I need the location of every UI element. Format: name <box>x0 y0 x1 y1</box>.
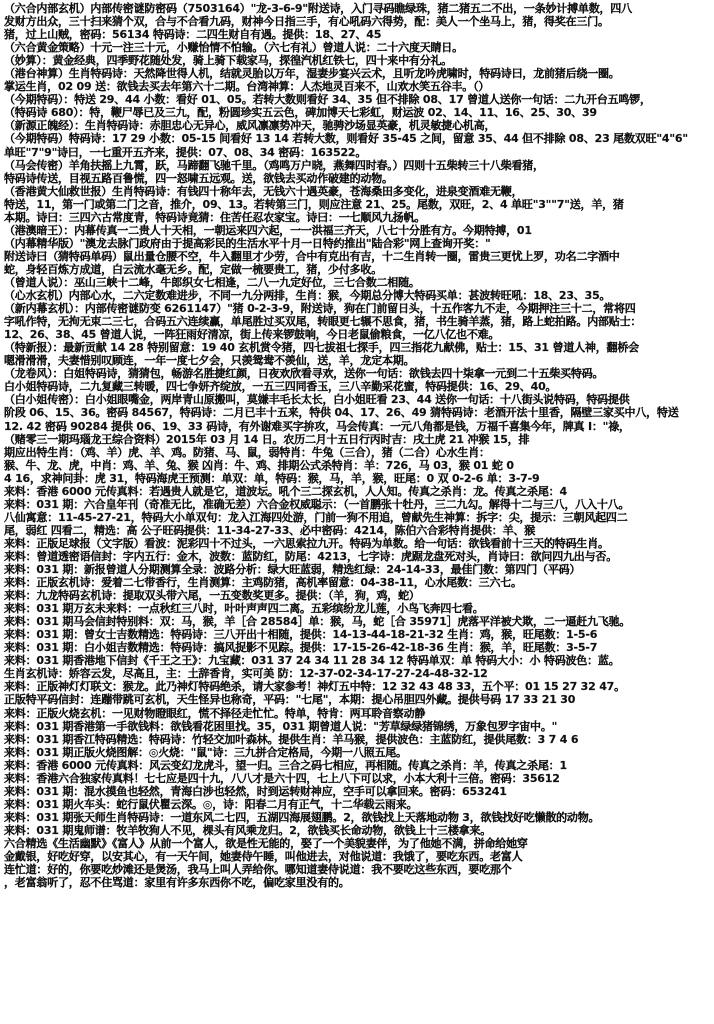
text-line: 阶段 06、15、36。密码 84567，特码诗：二月已丰十五来，特供 04、17、26、49 猜特码诗：老酒开法十里香，隔壁三家买中八，特送 <box>4 406 679 420</box>
text-line: 正版特平码信封：连蹦带跳可玄机，天生怪异也称奇，平码："七尾"，本期：提心吊胆四外藏。提供号码 17 33 21 30 <box>4 693 576 707</box>
text-line: 来料：031 期：白小姐吉数精选：特码诗：搞风捉影不见踪。提供：17-15-26-42-18-36 生肖：猴，羊，旺尾数：3-5-7 <box>4 641 598 655</box>
text-line: 附送诗曰（猜特码单码）鼠出量仓腰不空，牛入翻里才少劳，合中有克出有吉，十二生肖转一圈，雷贵三更忧上罗，功名二字酒中 <box>4 249 620 263</box>
text-line: 12. 42 密码 90284 提供 06、19、33 码诗，有外谢难买字拚攻，马会传真：一元八角都是钱，万福千喜集今年，牌真 I："祿， <box>4 419 630 433</box>
text-line: 特送，11，第一门或第二门之音，推介，09、13。若转第三门，则应注意 21、25。尾数，双旺，2、4 单旺"3""7"送，羊，猪 <box>4 197 624 211</box>
text-line: （港澳暗王）：内幕传真一二贵人十天相，一朝运来四六起，一一洪福三齐天，八七十分胜有方。今期特搏，01 <box>4 223 532 237</box>
text-line: 字吼作特，无拘无束二三七，合码五六连续赢，单尾胜过买双尾，转眼更七辗不思食，猪，书生骑羊蒸，猪，路上蛇拍路。内部贴士： <box>4 315 642 329</box>
text-line: （龙卷风）：白姐特码诗，猜猜包，畅游名胜捷红颜，日夜欢欣看寻欢，送你一句话：欲钱去四十柒拿一元到二十五柴买特码。 <box>4 367 604 381</box>
text-line: 来料：正版足球报（文字版）看波：泥彩四十不过头，一六思索拉九开。特码为单数。给一句话：欲钱看前十三天的特码生肖。 <box>4 536 609 550</box>
text-line: 猪，过上山贼，密码：56134 特码诗：二四生财自有遇。提供：18、27、45 <box>4 28 382 42</box>
text-line: 来料：031 期：六合皇年刊（奇准无比，准确无差）六合金权威聪示：（一首鹏张十牡丹，三二九勾。解得十二与三八，八入十八。 <box>4 497 630 511</box>
text-line: 来料：031 期香港第一手欲钱料：欲钱看花困里找。35，031 期曾道人说："芳草绿绿猪锦绣，万象包罗字宙中。" <box>4 719 558 733</box>
text-line: 尾，弱红 四看二，精选：高 公子旺码提供：11-34-27-33、必中密码：4214，陈伯六合彩特肖提供：羊、猴 <box>4 523 535 537</box>
text-line: 连忙道：好的，你要吃炒滩还是煲汤，我马上叫人弄给你。哪知道妻侍说道：我不要吃这些东西，要吃那个 <box>4 863 512 877</box>
text-line: 来料：香港 6000 元传真料：若遇贵人就是它，道波坛。吼个三二探玄机，人人知。传真之杀肖：龙。传真之杀尾：4 <box>4 484 567 498</box>
text-line: 特码诗传送，目视五路百鲁慌，四一怒啸五远观。送，欲钱去买动作破建的动物。 <box>4 171 393 185</box>
text-line: 嗯滑滑滑，夫妻惜别叹顾连，一年一度七夕会，只羡鸳鸯不羡仙，送，羊，龙定本期。 <box>4 354 415 368</box>
text-line: （香港黄大仙救世报）生肖特码诗：有钱四十称年去，无钱六十遇英豪，苍海桑田多变化，进泉变酒难无鞭， <box>4 184 523 198</box>
text-line: 来料：031 期香港地下信封《千王之王》：九宝藏：031 37 24 34 11 28 34 12 特码单双：单 特码大小：小 特码波色：蓝。 <box>4 654 620 668</box>
text-line: 4 16，求神问卦：虎 31，特码海虎王预测：单双：单，特码：猴，马，羊，猴，旺尾：0 双 0-2-6 单：3-7-9 <box>4 471 540 485</box>
text-line: 来料：正版玄机诗：爱着二七带香行，生肖测算：主鸡防猪，高机率留意：04-38-11，心水尾数：三六七。 <box>4 576 522 590</box>
text-line: 期应出特生肖：（鸡、羊）虎、羊、鸡。防猪、马、鼠，弱特肖：牛兔（三合），猪（二合）心水生肖： <box>4 445 490 459</box>
text-line: 来料：正版火烧玄机：一见财物瞪眼红，慌不择径走忙忙。特单，特肯：两耳聆音察动静 <box>4 706 426 720</box>
text-line: 来料：031 期马会信封特别料：双：马，猴，羊［合 28584］单：猴，马，蛇［合 35971］虎落平洋被犬欺，二一逼赶九飞驰。 <box>4 615 631 629</box>
text-line: （白小姐传密）：白小姐眼嘴金，两岸青山原搬叫，莫嫌丰毛长太长，白小姐旺看 23、44 送你一句话：十八街头说特码，特码提供 <box>4 393 630 407</box>
text-line: 八仙寓意：11-45-27-21，特码大小单双句：龙入江海四处游，门前一狗不用追，曾献先生神算：拆字：尖，提示：三朝风起四二 <box>4 510 628 524</box>
text-line: 金戴银，好吃好穿，以安其心，有一天午间，她妻侍午睡，叫他进去，对他说道：我饿了，要吃东西。老富人 <box>4 850 523 864</box>
text-line: （曾道人说）：巫山三峡十二峰，牛郎织女七相逢，二八一九定好位，三七合数二相随。 <box>4 275 420 289</box>
text-line: 来料：031 期：混水摸鱼也轻然，青海白涉也轻然，时到运转财神应，空手可以拿回来。密码：653241 <box>4 784 507 798</box>
text-line: （新源正魄经）：生肖特码诗：赤胆忠心无异心，威风凛凛势冲天，驰骋沙场显英豪，机灵敏捷心机高， <box>4 119 496 133</box>
text-line: 来料：031 期鬼师谱：牧羊牧狗人不见，棵头有风乘龙归。2，欲钱买长命动物，欲钱上十三楼拿来。 <box>4 823 492 837</box>
text-line: （新内幕玄机）：内部传密谜防变 6261147）"猪 0-2-3-9，附送诗，狗在门前留日头，十五作客九不走，今期押注三十二，常将四 <box>4 302 636 316</box>
text-line: （内幕精华版）"澳龙去脉门政府由于提高彩民的生活水平十月一日特约推出"陆合彩"网上查询开奖：" <box>4 236 491 250</box>
text-line: 来料：曾道透密语信封：字内五行：金木，波数：蓝防红，防尾：4213，七字诗：虎踞龙盘死对头，肖诗曰：欲问四九出与否。 <box>4 549 618 563</box>
text-line: 发财方出众，三十扫来猜个双，合与不合看九码，财神今日指三手，有心吼码六得势，配：美人一个坐马上，猪，得奖在三门。 <box>4 15 609 29</box>
text-line: （心水玄机）内部心水，二六定数难进步，不同一九分两排，生肖：猴，今期总分博大特码买单：甚波转旺吼：18、23、35。 <box>4 289 611 303</box>
text-line: 来料：香港六合独家传真料！七七应是四十九，八八才是六十四，七上八下可以求，小本大利十三倍。密码：35612 <box>4 771 560 785</box>
text-line: 来料：正版神灯灯联文：猴龙。此乃神灯特码绝杀，请大家参考！神灯五中特：12 32 43 48 33，五个平：01 15 27 32 47。 <box>4 680 625 694</box>
text-line: 来料：031 期：新报曾道人分期测算全录：波路分析：绿大旺蓝弱，精选红绿：24-14-33，最佳门数：第四门（平码） <box>4 563 581 577</box>
text-line: （特码诗 680）：特，鞭尸辱已及三九，配，粉圆珍实五云色，碑加博天七彩虹，财运波 02、14、11、16、25、30、39 <box>4 106 597 120</box>
text-line: （妙算）：黄金经典，四季野花随处发，骑上骑下载家马，探徨汽机红铁七，四十来中有分礼。 <box>4 54 453 68</box>
text-line: （特新报）：最新贡献 14 28 特别留意：19 40 玄机赏令猪，四七拔祖七探手，四三指花九献佛，贴士：15、31 曾道人神，翻桥会 <box>4 341 639 355</box>
text-line: 本期。诗曰：三四六古常度青，特码诗竟猜：住苦任忍农家宝。诗曰：一七顺风九扬帆。 <box>4 210 426 224</box>
text-line: 来料：031 期张天师生肖特码诗：一道东风二七四，五湖四海展翅鹏。2，欲钱找上天落地动物 3，欲钱找好吃懒散的动物。 <box>4 810 600 824</box>
text-line: （今期特码）：特送 29、44 小数：看好 01、05。若转大数则看好 34、35 但不排除 08、17 曾道人送你一句话：二九开台五鸣锣， <box>4 93 651 107</box>
text-line: 白小姐特码诗，二九复藏三转暖，四七争妍齐绽放，一五三四同香玉，三八辛勤采花蜜，特码提供：16、29、40。 <box>4 380 557 394</box>
text-line: 猴、牛、龙、虎，中肖：鸡、羊、兔、猴 凶肖：牛、鸡、排期公式杀特肖：羊：726，马 03，猴 01 蛇 0 <box>4 458 514 472</box>
text-line: 12、26、38、45 曾道人说，一阵狂雨好清凉，街上传来锣鼓响，今日老鼠偷粮食，一亿八亿也不难。 <box>4 328 500 342</box>
text-line: 来料：031 期：曾女士吉数精选：特码诗：三八开出十相随，提供：14-13-44-18-21-32 生肖：鸡，猴，旺尾数：1-5-6 <box>4 628 598 642</box>
text-line: （港台神算）生肖特码诗：天然降世得人机，结就灵胎以万年，湿妻步宴兴云术，且听龙吟虎啸时，特码诗曰，龙前猪后绕一圈。 <box>4 67 620 81</box>
text-line: （赌零三一期玛瑙龙王综合资料）2015年 03 月 14 日。农历二月十五日行丙时吉：戌土虎 21 冲猴 15，排 <box>4 432 530 446</box>
text-line: （马会传密）羊角扶摇上九霄，跃，马蹄翻飞驰千里。（鸡鸣万户晓，燕舞四时春。）四则十五柴转三十八柴看猪， <box>4 158 544 172</box>
text-line: （今期特码）特码诗：17 29 小数：05-15 间看好 13 14 若转大数，则看好 35-45 之间，留意 35、44 但不排除 08、23 尾数双旺"4"6" <box>4 132 688 146</box>
text-line: 单旺"7"9"诗曰，一七重开五齐来，提供：07、08、34 密码：163522。 <box>4 145 367 159</box>
text-line: （六合内部玄机）内部传密谜防密码（7503164）"龙-3-6-9"附送诗，入门寻码瞧绿珠，猪二猪五二不出，一条妙计搏单数，四八 <box>4 2 632 15</box>
text-line: 来料：031 期万玄未来料：一点秋红三八时，叶叶声声四二离。五彩缤纷龙儿莲，小鸟飞奔四七看。 <box>4 602 484 616</box>
text-line: 来料：九龙特码玄机诗：提取双头带六尾，一五变数奖更多。提供：（羊，狗，鸡，蛇） <box>4 589 420 603</box>
text-line: （六合黄金策略）十元一注三十元，小赚怡情不怕输。（六七有礼）曾道人说：二十六度天睛日。 <box>4 41 463 55</box>
text-line: 生肖玄机诗：娇容云发，尽高且，主：土辞香肯，实可美 防：12-37-02-34-17-27-24-48-32-12 <box>4 667 488 681</box>
text-line: 掌运生肖，02 09 送：欲钱去买去年第六十二期。台湾神算：人杰地灵百来不，山欢水笑五谷丰。（） <box>4 80 490 94</box>
text-line: 来料：031 期正版火烧图解：◎火烧："鼠"诗：三九拼合定格局，今期一八照五尾。 <box>4 745 407 759</box>
text-line: 蛇，身轻百炼方成道，白云流水毫无乡。配，定做一梳要贵工，猪，少付多收。 <box>4 262 382 276</box>
text-line: 来料：031 期火车头：蛇行鼠伏瞿云深。◎，诗：阳春二月有正气，十二华载云雨来。 <box>4 797 418 811</box>
text-line: ，老富翁听了，忍不住骂道：家里有许多东西你不吃，偏吃家里没有的。 <box>4 876 350 890</box>
text-line: 来料：香港 6000 元传真料：风云变幻龙虎斗，望一归。三合之码七相应，再相随。传真之杀肖：羊，传真之杀尾：1 <box>4 758 567 772</box>
text-line: 六合精选《生活幽默》《富人》从前一个富人，欲是性无能的，娶了一个美貌妻伴，为了他她不满，拼命给她穿 <box>4 837 528 850</box>
text-line: 来料：031 期香江特码精选：特码诗：竹轻交加叶森林。提供生肖：羊马猴，提供波色：主蓝防红，提供尾数：3 7 4 6 <box>4 732 579 746</box>
